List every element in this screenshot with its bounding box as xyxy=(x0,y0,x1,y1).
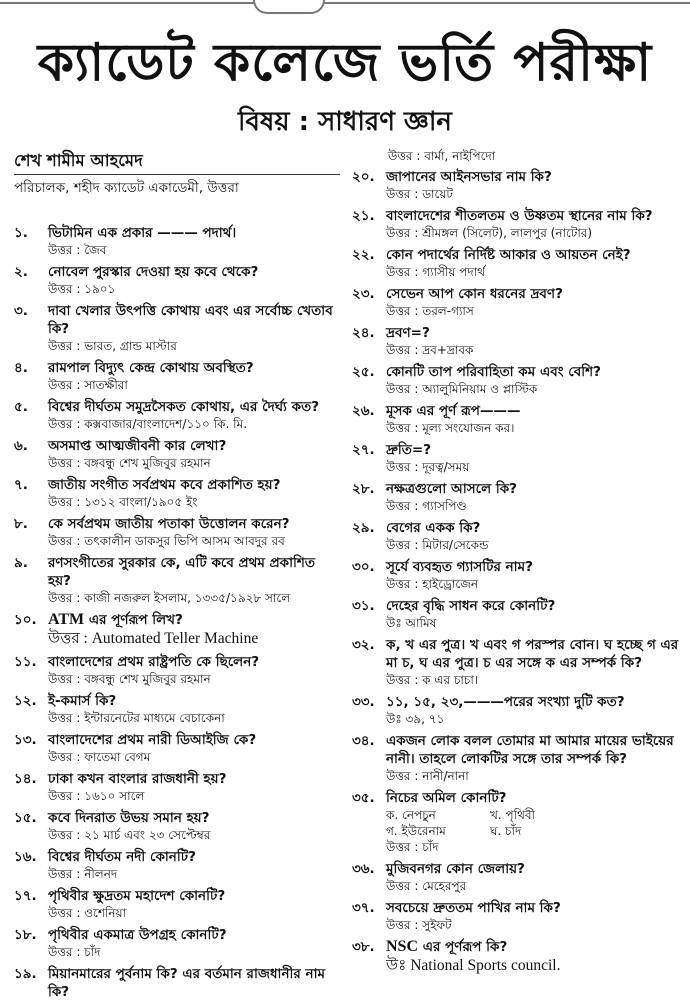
question-body xyxy=(386,324,686,362)
question-item xyxy=(352,899,686,937)
question-number: ২৩. xyxy=(352,286,375,302)
question-item xyxy=(14,398,342,436)
question-label: বাংলাদেশের প্রথম রাষ্ট্রপতি কে ছিলেন? xyxy=(48,654,260,670)
question-item xyxy=(352,324,686,362)
answer-text: উত্তর : ক এর চাচা। xyxy=(386,673,479,687)
question-label: দ্রুতি=? xyxy=(386,442,432,458)
question-number: ১. xyxy=(14,225,28,241)
top-notch xyxy=(253,0,325,14)
question-acronym: NSC xyxy=(386,938,419,955)
answer-text: উত্তর : চাঁদ xyxy=(386,840,439,854)
question-label: দ্রবণ=? xyxy=(386,325,430,341)
answer-text: উত্তর : ভারত, গ্রান্ড মাস্টার xyxy=(48,339,177,353)
answer-text: উত্তর : মেহেরপুর xyxy=(386,879,467,893)
question-label: এর পূর্ণরূপ কি? xyxy=(418,939,508,955)
question-text xyxy=(48,848,342,866)
answer-option: ঘ. চাঁদ xyxy=(490,824,522,838)
question-text xyxy=(48,302,342,338)
question-text xyxy=(48,554,342,590)
question-text xyxy=(386,938,686,956)
question-body xyxy=(48,848,342,886)
question-body xyxy=(48,302,342,358)
question-item xyxy=(352,636,686,692)
question-body xyxy=(386,899,686,937)
question-label: বেগের একক কি? xyxy=(386,520,481,536)
question-item xyxy=(352,597,686,635)
question-body xyxy=(386,789,686,859)
question-text xyxy=(48,887,342,905)
question-number: ৩৬. xyxy=(352,861,375,877)
question-item xyxy=(352,285,686,323)
question-number: ৩৮. xyxy=(352,939,375,955)
question-item xyxy=(352,168,686,206)
question-item xyxy=(352,519,686,557)
answer-option: খ. পৃথিবী xyxy=(490,808,535,822)
question-item xyxy=(352,732,686,788)
question-number: ২৫. xyxy=(352,364,375,380)
question-text xyxy=(48,653,342,671)
question-body xyxy=(48,692,342,730)
answer-text: উত্তর : ডায়েট xyxy=(386,187,453,201)
question-item xyxy=(352,246,686,284)
question-number: ৬. xyxy=(14,438,28,454)
question-label: ঢাকা কখন বাংলার রাজধানী হয়? xyxy=(48,771,227,787)
question-label: পৃথিবীর একমাত্র উপগ্রহ কোনটি? xyxy=(48,927,227,943)
question-text xyxy=(386,789,686,807)
top-rule xyxy=(0,2,690,4)
question-number: ৯. xyxy=(14,555,28,571)
question-item xyxy=(14,515,342,553)
question-item xyxy=(14,770,342,808)
answer-text: উত্তর : বঙ্গবন্ধু শেখ মুজিবুর রহমান xyxy=(48,672,211,686)
question-label: মুজিবনগর কোন জেলায়? xyxy=(386,861,525,877)
question-body xyxy=(386,860,686,898)
question-number: ৩৭. xyxy=(352,900,375,916)
answer-text: উত্তর : Automated Teller Machine xyxy=(48,630,259,647)
right-question-column xyxy=(352,148,686,980)
question-label: মিয়ানমারের পুর্বনাম কি? এর বর্তমান রাজধানীর নাম কি? xyxy=(48,966,325,1000)
question-body xyxy=(386,207,686,245)
question-number: ২৮. xyxy=(352,481,375,497)
answer-options xyxy=(386,807,686,839)
question-label: ক, খ এর পুত্র। খ এবং গ পরস্পর বোন। ঘ হচ্ছে গ এর মা চ, ঘ এর পুত্র। চ এর সঙ্গে ক এর সম্পর্ক কি? xyxy=(386,637,679,671)
question-label: মূসক এর পূর্ণ রূপ——— xyxy=(386,403,521,419)
question-label: নক্ষত্রগুলো আসলে কি? xyxy=(386,481,517,497)
answer-text: উত্তর : নানী/নানা xyxy=(386,769,469,783)
question-body xyxy=(48,437,342,475)
question-number: ২৭. xyxy=(352,442,375,458)
question-item xyxy=(352,480,686,518)
question-label: সেভেন আপ কোন ধরনের দ্রবণ? xyxy=(386,286,563,302)
question-number: ১৬. xyxy=(14,849,37,865)
answer-text: উত্তর : অ্যালুমিনিয়াম ও প্লাস্টিক xyxy=(386,382,538,396)
question-text xyxy=(386,363,686,381)
question-number: ১৮. xyxy=(14,927,37,943)
answer-option: গ. ইউরেনাম xyxy=(386,824,446,838)
question-text xyxy=(386,168,686,186)
question-text xyxy=(386,480,686,498)
question-body xyxy=(386,938,686,979)
question-text xyxy=(48,359,342,377)
question-text xyxy=(386,441,686,459)
question-label: অসমাপ্ত আত্মজীবনী কার লেখা? xyxy=(48,438,227,454)
question-text xyxy=(48,263,342,281)
answer-text: উত্তর : দ্রব+দ্রাবক xyxy=(386,343,474,357)
question-number: ৪. xyxy=(14,360,28,376)
question-text xyxy=(48,224,342,242)
question-label: কবে দিনরাত উভয় সমান হয়? xyxy=(48,810,210,826)
question-number: ৩১. xyxy=(352,598,375,614)
question-body xyxy=(48,653,342,691)
answer-text: উত্তর : ১৬১০ সালে xyxy=(48,789,145,803)
question-text xyxy=(386,732,686,768)
answer-text: উত্তর : তরল-গ্যাস xyxy=(386,304,474,318)
question-text xyxy=(386,558,686,576)
question-text xyxy=(386,693,686,711)
question-text xyxy=(386,597,686,615)
answer-text: উত্তর : ১৩১২ বাংলা/১৯০৫ ইং xyxy=(48,495,198,509)
question-number: ২৬. xyxy=(352,403,375,419)
question-item xyxy=(14,731,342,769)
question-text xyxy=(386,899,686,917)
question-item xyxy=(352,860,686,898)
question-item xyxy=(352,693,686,731)
answer-option: ক. নেপচুন xyxy=(386,808,436,822)
question-item xyxy=(352,363,686,401)
question-label: কোন পদার্থের নির্দিষ্ট আকার ও আয়তন নেই? xyxy=(386,247,631,263)
question-body xyxy=(48,809,342,847)
question-body xyxy=(48,554,342,610)
question-item xyxy=(14,359,342,397)
answer-text: উঃ National Sports council. xyxy=(386,957,561,974)
question-label: বাংলাদেশের প্রথম নারী ডিআইজি কে? xyxy=(48,732,257,748)
question-text xyxy=(386,860,686,878)
question-text xyxy=(48,809,342,827)
answer-text: উত্তর : নীলনদ xyxy=(48,867,118,881)
answer-text: উত্তর : ফাতেমা বেগম xyxy=(48,750,151,764)
question-item xyxy=(352,441,686,479)
question-item xyxy=(14,965,342,1001)
answer-text: উত্তর : মিটার/সেকেন্ড xyxy=(386,538,489,552)
question-body xyxy=(48,731,342,769)
answer-text: উত্তর : কক্সবাজার/বাংলাদেশ/১১০ কি. মি. xyxy=(48,417,248,431)
question-body xyxy=(386,636,686,692)
question-number: ২২. xyxy=(352,247,375,263)
question-label: নিচের অমিল কোনটি? xyxy=(386,790,507,806)
question-text xyxy=(48,926,342,944)
question-label: রামপাল বিদ্যুৎ কেন্দ্র কোথায় অবস্থিত? xyxy=(48,360,254,376)
answer-text: উত্তর : গ্যাসীয় পদার্থ xyxy=(386,265,485,279)
question-text xyxy=(48,476,342,494)
question-text xyxy=(386,402,686,420)
answer-text: উঃ ৩৯, ৭১ xyxy=(386,712,445,726)
page-title: ক্যাডেট কলেজে ভর্তি পরীক্ষা xyxy=(37,33,653,93)
author-name: শেখ শামীম আহমেদ xyxy=(14,151,143,170)
question-number: ১০. xyxy=(14,612,37,628)
question-number: ১৫. xyxy=(14,810,37,826)
author-divider xyxy=(14,174,340,175)
question-item xyxy=(14,692,342,730)
question-body xyxy=(48,770,342,808)
question-body xyxy=(48,476,342,514)
answer-text: উত্তর : বঙ্গবন্ধু শেখ মুজিবুর রহমান xyxy=(48,456,211,470)
question-body xyxy=(386,441,686,479)
question-item xyxy=(14,302,342,358)
question-text xyxy=(48,731,342,749)
question-number: ১৩. xyxy=(14,732,37,748)
question-number: ১৯. xyxy=(14,966,37,982)
question-body xyxy=(48,887,342,925)
answer-text: উত্তর : কাজী নজরুল ইসলাম, ১৩৩৫/১৯২৮ সালে xyxy=(48,591,291,605)
answer-text: উত্তর : চাঁদ xyxy=(48,945,101,959)
answer-text: উত্তর : ইন্টারনেটের মাধ্যমে বেচাকেনা xyxy=(48,711,225,725)
question-label: ১১, ১৫, ২৩,———পরের সংখ্যা দুটি কত? xyxy=(386,694,625,710)
question-body xyxy=(48,611,342,652)
question-label: বিশ্বের দীর্ঘতম সমুদ্রসৈকত কোথায়, এর দৈর্ঘ্য কত? xyxy=(48,399,320,415)
answer-text: উঃ আমিষ xyxy=(386,616,437,630)
question-text xyxy=(386,324,686,342)
left-question-column xyxy=(14,224,342,1002)
answer-text: উত্তর : জৈব xyxy=(48,243,107,257)
question-label: জাতীয় সংগীত সর্বপ্রথম কবে প্রকাশিত হয়? xyxy=(48,477,281,493)
question-label: বিশ্বের দীর্ঘতম নদী কোনটি? xyxy=(48,849,196,865)
question-item xyxy=(14,437,342,475)
question-text xyxy=(386,246,686,264)
question-number: ১৪. xyxy=(14,771,37,787)
question-label: বাংলাদেশের শীতলতম ও উষ্ণতম স্থানের নাম কি? xyxy=(386,208,653,224)
question-text xyxy=(386,519,686,537)
answer-text: উত্তর : মূল্য সংযোজন কর। xyxy=(386,421,515,435)
question-label: কোনটি তাপ পরিবাহিতা কম এবং বেশি? xyxy=(386,364,601,380)
question-item xyxy=(14,653,342,691)
question-label: সূর্যে ব্যবহৃত গ্যাসটির নাম? xyxy=(386,559,533,575)
question-text xyxy=(48,611,342,629)
question-item xyxy=(14,224,342,262)
question-text xyxy=(48,437,342,455)
question-number: ২৯. xyxy=(352,520,375,536)
question-text xyxy=(386,285,686,303)
question-label: রণসংগীতের সুরকার কে, এটি কবে প্রথম প্রকাশিত হয়? xyxy=(48,555,315,589)
question-number: ১২. xyxy=(14,693,37,709)
answer-text: উত্তর : ২১ মার্চ এবং ২৩ সেপ্টেম্বর xyxy=(48,828,211,842)
answer-text: উত্তর : ১৯০১ xyxy=(48,282,116,296)
question-label: নোবেল পুরস্কার দেওয়া হয় কবে থেকে? xyxy=(48,264,259,280)
question-number: ২৪. xyxy=(352,325,375,341)
question-text xyxy=(48,692,342,710)
question-item xyxy=(352,558,686,596)
top-border xyxy=(0,0,690,8)
question-acronym: ATM xyxy=(48,611,85,628)
answer-text: উত্তর : সুইফট xyxy=(386,918,452,932)
answer-text: উত্তর : শ্রীমঙ্গল (সিলেট), লালপুর (নাটোর) xyxy=(386,226,593,240)
question-item xyxy=(14,926,342,964)
question-number: ৩৩. xyxy=(352,694,375,710)
subject-heading: বিষয় : সাধারণ জ্ঞান xyxy=(238,107,452,137)
question-body xyxy=(48,224,342,262)
question-text xyxy=(48,515,342,533)
question-body xyxy=(48,515,342,553)
question-item xyxy=(14,887,342,925)
question-body xyxy=(386,246,686,284)
question-text xyxy=(386,207,686,225)
question-text xyxy=(48,398,342,416)
answer-text: উত্তর : সাতক্ষীরা xyxy=(48,378,128,392)
answer-text: উত্তর : গ্যাসপিণ্ড xyxy=(386,499,467,513)
question-label: কে সর্বপ্রথম জাতীয় পতাকা উত্তোলন করেন? xyxy=(48,516,290,532)
question-label: দেহের বৃদ্ধি সাধন করে কোনটি? xyxy=(386,598,556,614)
question-body xyxy=(386,597,686,635)
question-number: ৩২. xyxy=(352,637,375,653)
question-number: ২১. xyxy=(352,208,375,224)
question-body xyxy=(386,363,686,401)
question-body xyxy=(386,558,686,596)
question-item xyxy=(14,476,342,514)
question-body xyxy=(386,480,686,518)
question-item xyxy=(14,611,342,652)
question-item xyxy=(352,789,686,859)
question-label: জাপানের আইনসভার নাম কি? xyxy=(386,169,552,185)
question-body xyxy=(386,519,686,557)
question-body xyxy=(386,732,686,788)
question-number: ৭. xyxy=(14,477,28,493)
answer-text: উত্তর : দূরত্ব/সময় xyxy=(386,460,470,474)
question-body xyxy=(386,693,686,731)
question-body xyxy=(48,926,342,964)
question-label: পৃথিবীর ক্ষুদ্রতম মহাদেশ কোনটি? xyxy=(48,888,226,904)
continued-answer: উত্তর : বার্মা, নাইপিদো xyxy=(388,149,496,163)
question-body xyxy=(386,285,686,323)
question-number: ১১. xyxy=(14,654,37,670)
question-body xyxy=(386,168,686,206)
question-body xyxy=(48,359,342,397)
answer-text: উত্তর : তৎকালীন ডাকসুর ভিপি আসম আবদুর রব xyxy=(48,534,285,548)
question-item xyxy=(14,263,342,301)
question-text xyxy=(48,965,342,1001)
question-number: ৩. xyxy=(14,303,28,319)
question-item xyxy=(352,207,686,245)
question-number: ৫. xyxy=(14,399,28,415)
question-label: এর পূর্ণরূপ লিখ? xyxy=(84,612,183,628)
author-block xyxy=(14,150,340,198)
question-label: একজন লোক বলল তোমার মা আমার মায়ের ভাইয়ের নানী। তাহলে লোকটির সঙ্গে তার সম্পর্ক কি? xyxy=(386,733,674,767)
question-label: ই-কমার্স কি? xyxy=(48,693,117,709)
question-item xyxy=(352,938,686,979)
question-number: ২০. xyxy=(352,169,375,185)
question-body xyxy=(386,402,686,440)
question-label: দাবা খেলার উৎপত্তি কোথায় এবং এর সর্বোচ্চ খেতাব কি? xyxy=(48,303,333,337)
question-text xyxy=(386,636,686,672)
question-item xyxy=(14,809,342,847)
question-text xyxy=(48,770,342,788)
question-number: ৩০. xyxy=(352,559,375,575)
question-body xyxy=(48,398,342,436)
question-number: ৩৫. xyxy=(352,790,375,806)
question-number: ২. xyxy=(14,264,28,280)
answer-text: উত্তর : ওশেনিয়া xyxy=(48,906,127,920)
question-item xyxy=(14,554,342,610)
question-number: ৮. xyxy=(14,516,28,532)
question-item xyxy=(14,848,342,886)
author-designation: পরিচালক, শহীদ ক্যাডেট একাডেমী, উত্তরা xyxy=(14,180,239,196)
question-item xyxy=(352,402,686,440)
question-body xyxy=(48,263,342,301)
question-label: সবচেয়ে দ্রুততম পাখির নাম কি? xyxy=(386,900,561,916)
question-number: ৩৪. xyxy=(352,733,375,749)
question-number: ১৭. xyxy=(14,888,37,904)
question-label: ভিটামিন এক প্রকার ——— পদার্থ। xyxy=(48,225,237,241)
answer-text: উত্তর : হাইড্রোজেন xyxy=(386,577,479,591)
question-body xyxy=(48,965,342,1001)
